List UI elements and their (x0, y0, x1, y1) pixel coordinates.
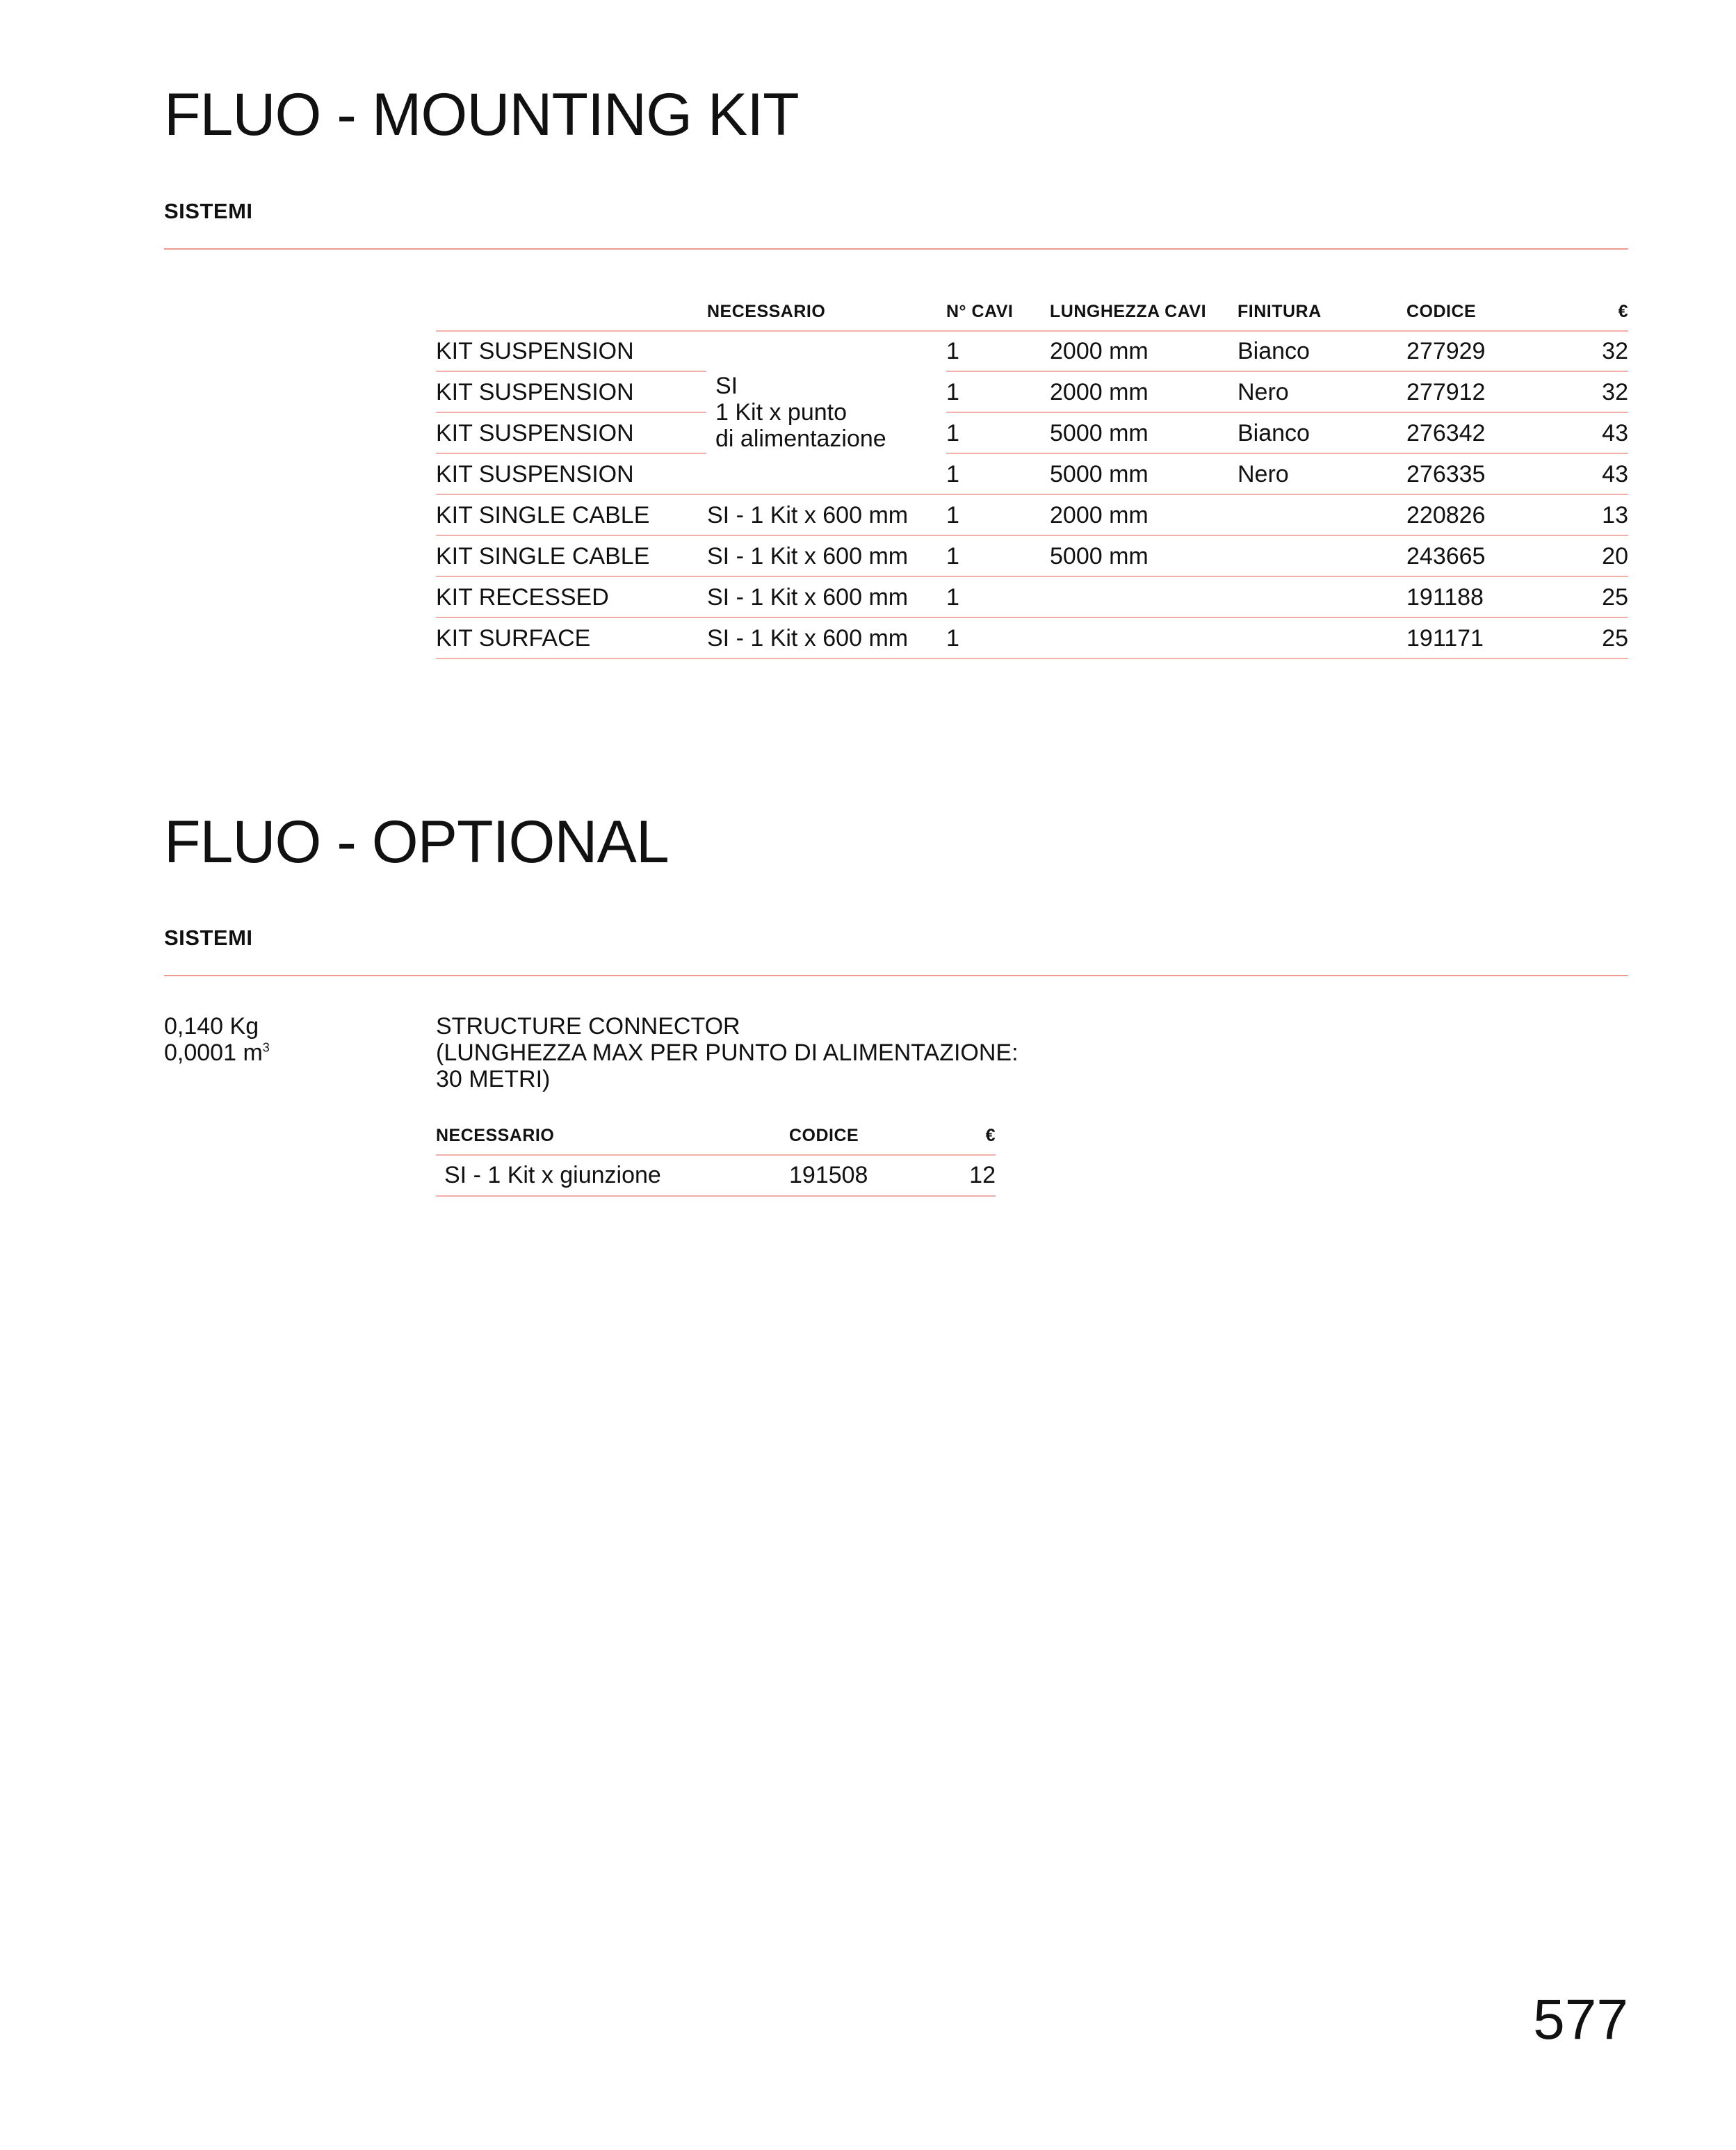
cell-finitura: Nero (1238, 379, 1289, 405)
section1-divider (164, 248, 1628, 250)
header-euro: € (985, 1126, 996, 1145)
product-volume-value: 0,0001 m (164, 1040, 263, 1066)
page-number: 577 (1533, 1988, 1628, 2051)
cell-prezzo: 32 (1602, 338, 1628, 364)
cell-codice: 243665 (1406, 543, 1486, 569)
header-rule (436, 330, 1628, 332)
product-name: STRUCTURE CONNECTOR (436, 1013, 740, 1040)
cell-lunghezza: 5000 mm (1050, 543, 1149, 569)
row-rule (436, 617, 1628, 618)
section1-subtitle: SISTEMI (164, 199, 253, 223)
cell-name: KIT RECESSED (436, 584, 609, 611)
cell-codice: 277929 (1406, 338, 1486, 364)
cell-prezzo: 43 (1602, 461, 1628, 487)
necessario-merged-cell (715, 373, 886, 452)
row-rule (946, 412, 1628, 413)
header-rule (436, 1154, 996, 1156)
cell-lunghezza: 2000 mm (1050, 502, 1149, 528)
cell-name: KIT SURFACE (436, 625, 591, 652)
cell-cavi: 1 (946, 543, 959, 569)
cell-necessario: SI - 1 Kit x 600 mm (707, 502, 909, 528)
product-weight: 0,140 Kg (164, 1013, 259, 1040)
cell-name: KIT SUSPENSION (436, 338, 634, 364)
cell-necessario: SI - 1 Kit x giunzione (444, 1162, 661, 1188)
cell-prezzo: 25 (1602, 584, 1628, 611)
necessario-merged-line-3: di alimentazione (715, 426, 886, 452)
section2-divider (164, 975, 1628, 976)
section2-subtitle: SISTEMI (164, 926, 253, 950)
row-rule (436, 371, 706, 372)
product-specs (164, 1013, 270, 1066)
cell-codice: 276342 (1406, 420, 1486, 446)
cell-necessario: SI - 1 Kit x 600 mm (707, 543, 909, 569)
cell-necessario: SI - 1 Kit x 600 mm (707, 584, 909, 611)
cell-prezzo: 12 (969, 1162, 996, 1188)
necessario-merged-line-2: 1 Kit x punto (715, 399, 847, 426)
cell-codice: 191171 (1406, 625, 1484, 652)
cell-cavi: 1 (946, 379, 959, 405)
cell-finitura: Bianco (1238, 420, 1310, 446)
cell-prezzo: 13 (1602, 502, 1628, 528)
cell-cavi: 1 (946, 461, 959, 487)
cell-cavi: 1 (946, 625, 959, 652)
cell-cavi: 1 (946, 338, 959, 364)
cell-name: KIT SUSPENSION (436, 461, 634, 487)
cell-codice: 191508 (789, 1162, 868, 1188)
section2-title: FLUO - OPTIONAL (164, 809, 669, 875)
cell-codice: 276335 (1406, 461, 1486, 487)
cell-prezzo: 20 (1602, 543, 1628, 569)
header-finitura: FINITURA (1238, 302, 1322, 321)
cell-name: KIT SINGLE CABLE (436, 502, 650, 528)
row-rule (946, 453, 1628, 454)
header-lunghezza-cavi: LUNGHEZZA CAVI (1050, 302, 1207, 321)
row-rule (436, 658, 1628, 659)
cell-lunghezza: 5000 mm (1050, 461, 1149, 487)
cell-cavi: 1 (946, 502, 959, 528)
cell-codice: 220826 (1406, 502, 1486, 528)
cell-lunghezza: 2000 mm (1050, 379, 1149, 405)
header-n-cavi: N° CAVI (946, 302, 1014, 321)
header-necessario: NECESSARIO (436, 1126, 555, 1145)
necessario-merged-line-1: SI (715, 373, 738, 399)
cell-prezzo: 43 (1602, 420, 1628, 446)
cell-cavi: 1 (946, 584, 959, 611)
row-rule (436, 576, 1628, 577)
cell-name: KIT SINGLE CABLE (436, 543, 650, 569)
row-rule (946, 371, 1628, 372)
cell-codice: 277912 (1406, 379, 1486, 405)
cell-name: KIT SUSPENSION (436, 420, 634, 446)
header-necessario: NECESSARIO (707, 302, 826, 321)
row-rule (436, 412, 706, 413)
row-rule (436, 494, 1628, 495)
product-note-line-2: 30 METRI) (436, 1066, 551, 1092)
cell-finitura: Nero (1238, 461, 1289, 487)
product-note-line-1: (LUNGHEZZA MAX PER PUNTO DI ALIMENTAZIONE: (436, 1040, 1019, 1066)
cell-lunghezza: 2000 mm (1050, 338, 1149, 364)
row-rule (436, 453, 706, 454)
product-description (436, 1013, 1019, 1092)
cell-necessario: SI - 1 Kit x 600 mm (707, 625, 909, 652)
cell-cavi: 1 (946, 420, 959, 446)
cell-prezzo: 32 (1602, 379, 1628, 405)
product-volume (164, 1040, 270, 1066)
row-rule (436, 535, 1628, 536)
product-volume-exponent: 3 (262, 1040, 270, 1055)
cell-codice: 191188 (1406, 584, 1484, 611)
header-euro: € (1618, 302, 1628, 321)
header-codice: CODICE (789, 1126, 859, 1145)
row-rule (436, 1195, 996, 1197)
section1-title: FLUO - MOUNTING KIT (164, 81, 799, 148)
cell-prezzo: 25 (1602, 625, 1628, 652)
cell-name: KIT SUSPENSION (436, 379, 634, 405)
header-codice: CODICE (1406, 302, 1477, 321)
cell-finitura: Bianco (1238, 338, 1310, 364)
cell-lunghezza: 5000 mm (1050, 420, 1149, 446)
